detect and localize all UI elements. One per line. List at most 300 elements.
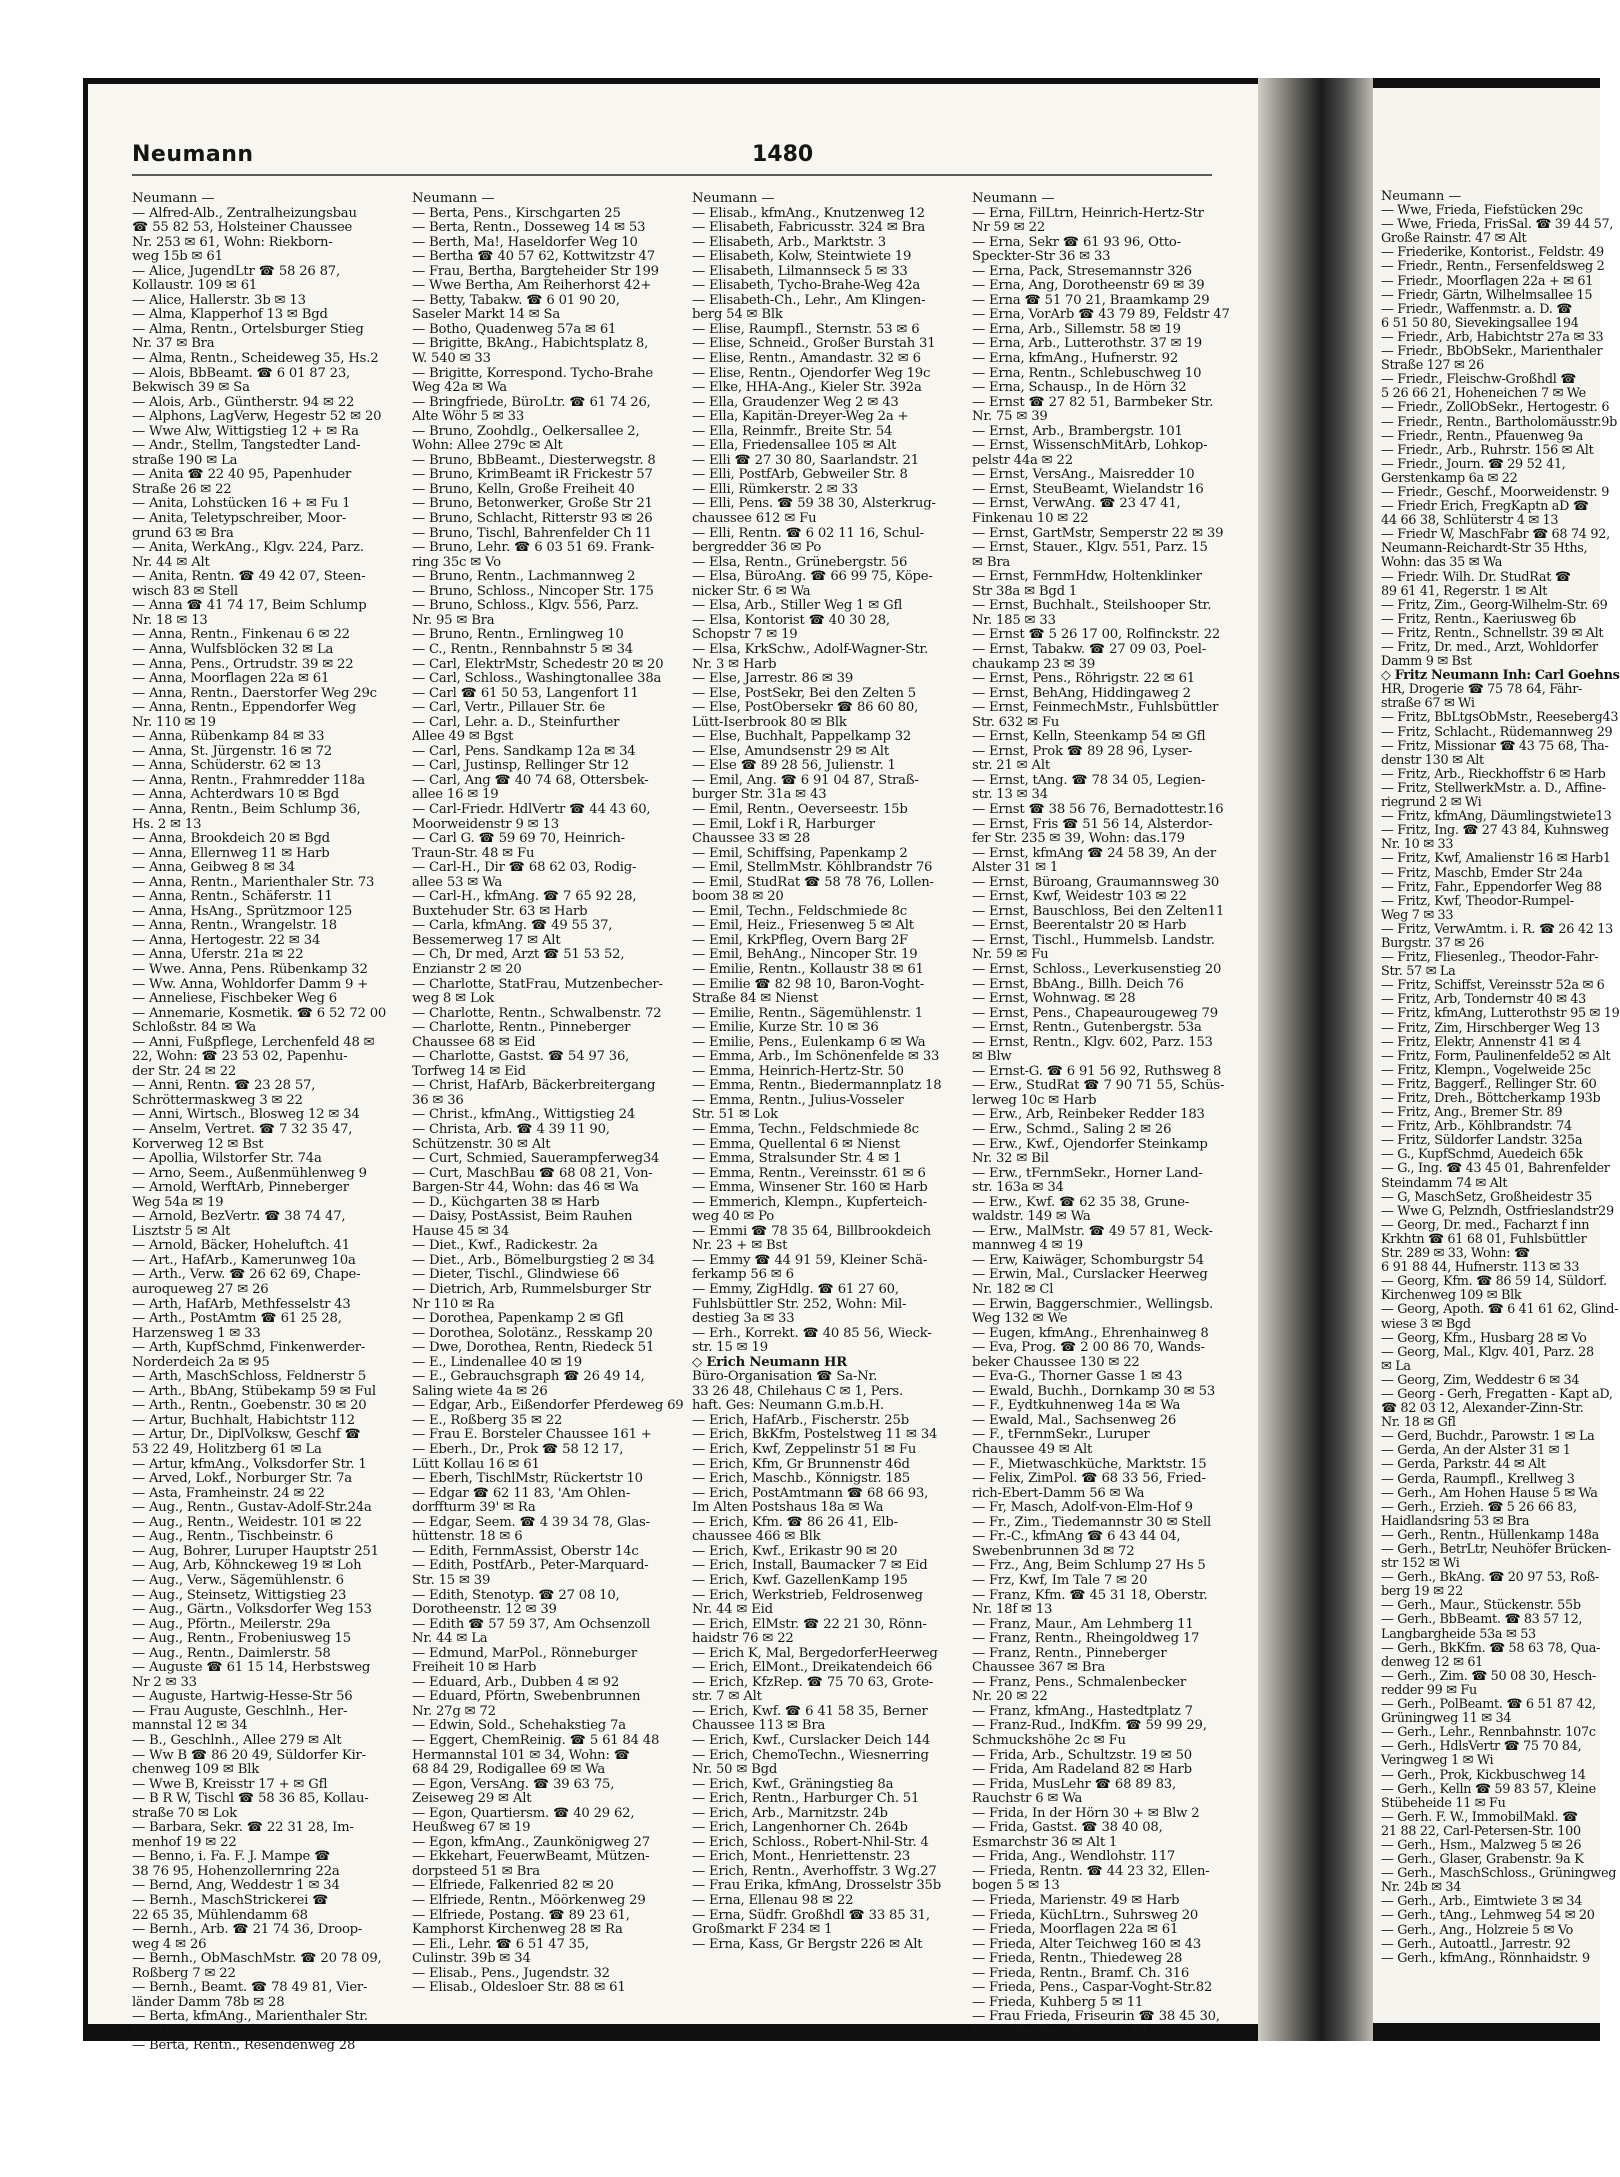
- directory-entry: — Gerh., Prok, Kickbuschweg 14: [1381, 1767, 1586, 1783]
- directory-entry: — Ernst, Büroang, Graumannsweg 30: [972, 874, 1220, 890]
- directory-entry: Chaussee 33 ✉ 28: [692, 831, 811, 847]
- directory-entry: — Bruno, BbBeamt., Diesterwegstr. 8: [412, 452, 656, 468]
- directory-entry: — Emma, Heinrich-Hertz-Str. 50: [692, 1063, 904, 1079]
- book-gutter: [1258, 78, 1373, 2041]
- directory-entry: — Emma, Techn., Feldschmiede 8c: [692, 1122, 919, 1137]
- directory-entry: Allee 49 ✉ Bgst: [412, 729, 514, 745]
- directory-entry: — Erich, Langenhorner Ch. 264b: [692, 1820, 908, 1836]
- directory-entry: straße 67 ✉ Wi: [1381, 696, 1475, 712]
- directory-entry: — Ernst ☎ 27 82 51, Barmbeker Str.: [972, 394, 1214, 410]
- directory-entry: — Frida, Arb., Schultzstr. 19 ✉ 50: [972, 1747, 1192, 1763]
- directory-entry: — Anna, Schüderstr. 62 ✉ 13: [132, 758, 321, 774]
- directory-entry: Bekwisch 39 ✉ Sa: [132, 380, 250, 396]
- directory-entry: — G., KupfSchmd, Auedeich 65k: [1381, 1147, 1583, 1163]
- directory-entry: — Bruno, Betonwerker, Große Str 21: [412, 496, 653, 512]
- directory-entry: Bahrenfelder Str 212 ✉ Alt: [972, 2023, 1148, 2039]
- directory-entry: — Erna, Ellenau 98 ✉ 22: [692, 1892, 854, 1908]
- directory-entry: — Carl, Ang ☎ 40 74 68, Ottersbek-: [412, 772, 649, 788]
- directory-entry: mannweg 4 ✉ 19: [972, 1238, 1083, 1254]
- directory-entry: — Fritz, Zim., Georg-Wilhelm-Str. 69: [1381, 597, 1608, 613]
- directory-entry: Weg 54a ✉ 19: [132, 1194, 224, 1210]
- directory-entry: — Ch, Dr med, Arzt ☎ 51 53 52,: [412, 947, 625, 963]
- directory-entry: — Fritz, Kwf, Amalienstr 16 ✉ Harb1: [1381, 851, 1611, 867]
- directory-entry: 53 22 49, Holitzberg 61 ✉ La: [132, 1442, 322, 1458]
- directory-entry: — F., tFernmSekr., Luruper: [972, 1427, 1150, 1443]
- directory-entry: — Brigitte, Korrespond. Tycho-Brahe: [412, 365, 654, 381]
- directory-entry: bergredder 36 ✉ Po: [692, 540, 822, 556]
- directory-entry: — Anna, Rübenkamp 84 ✉ 33: [132, 729, 325, 745]
- directory-entry: — Fritz, Ing. ☎ 27 43 84, Kuhnsweg: [1381, 823, 1609, 839]
- directory-entry: — Alois, Arb., Güntherstr. 94 ✉ 22: [132, 394, 355, 410]
- directory-entry: — Fritz, Dr. med., Arzt, Wohldorfer: [1381, 640, 1598, 655]
- directory-entry: — Erich K, Mal, BergedorferHeerweg: [692, 1645, 938, 1661]
- directory-entry: — Erich, Kwf., Erikastr 90 ✉ 20: [692, 1543, 898, 1559]
- directory-entry: — Emmy, ZigHdlg. ☎ 61 27 60,: [692, 1282, 899, 1298]
- directory-entry: — Erich, Kwf, Zeppelinstr 51 ✉ Fu: [692, 1442, 917, 1458]
- book-spread: [83, 78, 1620, 2054]
- directory-entry: Schopstr 7 ✉ 19: [692, 627, 798, 643]
- directory-entry: — Charlotte, Gastst. ☎ 54 97 36,: [412, 1049, 630, 1065]
- directory-entry: — Arnold, WerftArb, Pinneberger: [132, 1180, 349, 1196]
- directory-entry: — Wwe. Anna, Pens. Rübenkamp 32: [132, 961, 368, 977]
- directory-entry: — Georg, Apoth. ☎ 6 41 61 62, Glind-: [1381, 1302, 1619, 1318]
- directory-entry: — Erw., StudRat ☎ 7 90 71 55, Schüs-: [972, 1078, 1225, 1094]
- directory-entry: Chaussee 367 ✉ Bra: [972, 1660, 1106, 1676]
- directory-entry: Swebenbrunnen 3d ✉ 72: [972, 1543, 1135, 1559]
- directory-entry: — Fritz, Rentn., Schnellstr. 39 ✉ Alt: [1381, 625, 1604, 641]
- directory-entry: — Fritz, Fliesenleg., Theodor-Fahr-: [1381, 950, 1599, 966]
- directory-entry: — Fritz, Klempn., Vogelweide 25c: [1381, 1062, 1591, 1078]
- directory-entry: — Ernst, Beerentalstr 20 ✉ Harb: [972, 918, 1187, 934]
- directory-entry: Culinstr. 39b ✉ 34: [412, 1951, 531, 1967]
- directory-entry: — Anita ☎ 22 40 95, Papenhuder: [132, 467, 352, 483]
- directory-entry: — Anita, Rentn. ☎ 49 42 07, Steen-: [132, 569, 366, 585]
- directory-entry: — Emil, Ang. ☎ 6 91 04 87, Straß-: [692, 772, 919, 788]
- directory-entry: — Ww B ☎ 86 20 49, Süldorfer Kir-: [132, 1747, 366, 1763]
- directory-entry: — Aug., Rentn., Frobeniusweg 15: [132, 1631, 351, 1647]
- directory-entry: — Edgar ☎ 62 11 83, 'Am Ohlen-: [412, 1485, 631, 1501]
- directory-entry: hüttenstr. 18 ✉ 6: [412, 1529, 523, 1545]
- directory-entry: — Bruno, KrimBeamt iR Frickestr 57: [412, 467, 653, 483]
- directory-entry: — Elsa, Kontorist ☎ 40 30 28,: [692, 612, 890, 628]
- directory-entry: — Erich, ElMstr. ☎ 22 21 30, Rönn-: [692, 1616, 927, 1632]
- directory-entry: — Ernst, Arb., Brambergstr. 101: [972, 423, 1183, 439]
- directory-entry: — Frieda, Pens., Caspar-Voght-Str.82: [972, 1980, 1213, 1996]
- directory-entry: Nr. 27g ✉ 72: [412, 1703, 496, 1719]
- directory-entry: — Fritz, kfmAng, Lutterothstr 95 ✉ 19: [1381, 1006, 1620, 1022]
- directory-entry: — Edgar, Arb., Eißendorfer Pferdeweg 69: [412, 1398, 684, 1414]
- directory-entry: — Charlotte, Rentn., Pinneberger: [412, 1020, 631, 1036]
- directory-entry: — Edwin, Sold., Schehakstieg 7a: [412, 1718, 626, 1734]
- directory-entry: — Fritz, Missionar ☎ 43 75 68, Tha-: [1381, 738, 1609, 754]
- directory-entry: Veringweg 1 ✉ Wi: [1381, 1753, 1494, 1769]
- directory-entry: — Else, Buchhalt, Pappelkamp 32: [692, 729, 912, 745]
- directory-entry: — Elisabeth-Ch., Lehr., Am Klingen-: [692, 292, 926, 308]
- directory-entry: Lisztstr 5 ✉ Alt: [132, 1223, 231, 1239]
- directory-entry: — Bernd, Ang, Weddestr 1 ✉ 34: [132, 1878, 340, 1894]
- column-heading: Neumann —: [692, 191, 775, 206]
- directory-entry: — Erna, FilLtrn, Heinrich-Hertz-Str: [972, 205, 1204, 221]
- directory-entry: Nr. 18 ✉ Gfl: [1381, 1415, 1456, 1431]
- directory-entry: grund 63 ✉ Bra: [132, 525, 234, 541]
- directory-entry: Nr. 3 ✉ Harb: [692, 656, 777, 672]
- directory-entry: — Carl, Justinsp, Rellinger Str 12: [412, 758, 629, 774]
- directory-entry: — Gerh., Kelln ☎ 59 83 57, Kleine: [1381, 1781, 1596, 1797]
- directory-entry: — Ernst, kfmAng ☎ 24 58 39, An der: [972, 845, 1216, 861]
- directory-entry: — Frieda, Moorflagen 22a ✉ 61: [972, 1922, 1179, 1938]
- directory-column-4: [972, 191, 1244, 2039]
- directory-entry: — Erich, PostAmtmann ☎ 68 66 93,: [692, 1485, 929, 1501]
- directory-entry: — Ernst, Tischl., Hummelsb. Landstr.: [972, 932, 1215, 948]
- directory-entry: — Ernst, BehAng, Hiddingaweg 2: [972, 685, 1191, 701]
- directory-entry: — Friederike, Kontorist., Feldstr. 49: [1381, 245, 1604, 261]
- directory-entry: 6 91 88 44, Hufnerstr. 113 ✉ 33: [1381, 1260, 1580, 1276]
- directory-entry: — Art., HafArb., Kamerunweg 10a: [132, 1252, 356, 1268]
- directory-entry: — Friedr W, MaschFabr ☎ 68 74 92,: [1381, 527, 1610, 543]
- directory-entry: — Eduard, Arb., Dubben 4 ✉ 92: [412, 1674, 620, 1690]
- directory-entry: Wohn: Allee 279c ✉ Alt: [412, 438, 563, 454]
- page-header: [132, 142, 1252, 182]
- directory-entry: — Emil, StellmMstr. Köhlbrandstr 76: [692, 860, 933, 876]
- directory-entry: Nr. 50 ✉ Bgd: [692, 1762, 778, 1778]
- directory-entry: — Erw., MalMstr. ☎ 49 57 81, Weck-: [972, 1223, 1213, 1239]
- directory-entry: — Gerh., Autoattl., Jarrestr. 92: [1381, 1936, 1571, 1952]
- directory-entry: — Arth., BbAng, Stübekamp 59 ✉ Ful: [132, 1383, 376, 1399]
- directory-entry: — Ernst, FeinmechMstr., Fuhlsbüttler: [972, 700, 1219, 716]
- directory-entry: — Anna, Geibweg 8 ✉ 34: [132, 860, 296, 876]
- directory-entry: — Friedr., BbObSekr., Marienthaler: [1381, 344, 1603, 360]
- directory-entry: — Friedr Erich, FregKaptn aD ☎: [1381, 499, 1589, 515]
- directory-entry: — Alma, Rentn., Scheideweg 35, Hs.2: [132, 351, 379, 367]
- directory-entry: W. 540 ✉ 33: [412, 351, 491, 367]
- directory-entry: — Auguste ☎ 61 15 14, Herbstsweg: [132, 1660, 371, 1676]
- directory-entry: — Bruno, Schlacht, Ritterstr 93 ✉ 26: [412, 511, 653, 527]
- directory-column-3: [692, 192, 964, 2002]
- directory-entry: — Ella, Kapitän-Dreyer-Weg 2a +: [692, 409, 909, 425]
- directory-entry: — Artur, Dr., DiplVolksw, Geschf ☎: [132, 1427, 361, 1443]
- directory-entry: — Ernst, Rentn., Klgv. 602, Parz. 153: [972, 1034, 1213, 1050]
- directory-entry: — Berta, Rentn., Resendenweg 28: [132, 2038, 356, 2054]
- directory-entry: — Frieda, Rentn., Thiedeweg 28: [972, 1951, 1183, 1967]
- directory-entry: — Artur, kfmAng., Volksdorfer Str. 1: [132, 1456, 367, 1472]
- directory-entry: — Erw., tFernmSekr., Horner Land-: [972, 1165, 1203, 1181]
- directory-entry: — Erna ☎ 51 70 21, Braamkamp 29: [972, 292, 1210, 308]
- directory-entry: — Auguste, Hartwig-Hesse-Str 56: [132, 1689, 353, 1705]
- directory-entry: — Anita, WerkAng., Klgv. 224, Parz.: [132, 540, 364, 556]
- directory-entry: — Ernst, VersAng., Maisredder 10: [972, 467, 1195, 483]
- directory-entry: — Eugen, kfmAng., Ehrenhainweg 8: [972, 1325, 1209, 1341]
- directory-entry: — Frieda, Marienstr. 49 ✉ Harb: [972, 1892, 1180, 1908]
- directory-entry: — Carl-H., kfmAng. ☎ 7 65 92 28,: [412, 889, 637, 905]
- directory-entry: — Gerh., Zim. ☎ 50 08 30, Hesch-: [1381, 1668, 1597, 1684]
- directory-entry: — Egon, kfmAng., Zaunkönigweg 27: [412, 1834, 650, 1850]
- directory-entry: — Ewald, Mal., Sachsenweg 26: [972, 1412, 1177, 1428]
- directory-entry: — Emmerich, Klempn., Kupferteich-: [692, 1194, 928, 1210]
- directory-entry: — Frz., Ang, Beim Schlump 27 Hs 5: [972, 1558, 1206, 1574]
- directory-entry: — Ernst, Kelln, Steenkamp 54 ✉ Gfl: [972, 729, 1206, 745]
- directory-entry: — Alphons, LagVerw, Hegestr 52 ✉ 20: [132, 409, 382, 425]
- directory-entry: — Dorothea, Papenkamp 2 ✉ Gfl: [412, 1311, 624, 1327]
- directory-entry: Nr. 253 ✉ 61, Wohn: Riekborn-: [132, 234, 333, 250]
- directory-entry: — Christa, Arb. ☎ 4 39 11 90,: [412, 1122, 610, 1137]
- left-page: [88, 84, 1258, 2054]
- directory-entry: — Gerh., kfmAng., Rönnhaidstr. 9: [1381, 1950, 1590, 1966]
- directory-entry: ✉ La: [1381, 1358, 1411, 1374]
- directory-entry: — Ernst ☎ 5 26 17 00, Rolfinckstr. 22: [972, 627, 1221, 643]
- directory-entry: — Ella, Graudenzer Weg 2 ✉ 43: [692, 394, 899, 410]
- directory-entry: — Georg - Gerh, Fregatten - Kapt aD,: [1381, 1386, 1613, 1402]
- directory-entry: — Egon, VersAng. ☎ 39 63 75,: [412, 1776, 615, 1792]
- directory-entry: — Frida, Ang., Wendlohstr. 117: [972, 1849, 1176, 1865]
- directory-entry: Großmarkt F 234 ✉ 1: [692, 1922, 833, 1938]
- running-head: Neumann: [132, 142, 254, 167]
- directory-entry: — Berta, Pens., Kirschgarten 25: [412, 205, 621, 221]
- directory-entry: — G., Ing. ☎ 43 45 01, Bahrenfelder: [1381, 1161, 1610, 1177]
- directory-entry: Straße 127 ✉ 26: [1381, 358, 1484, 374]
- directory-entry: — Ernst, SteuBeamt, Wielandstr 16: [972, 481, 1204, 497]
- directory-entry: — Gerh. F. W., ImmobilMakl. ☎: [1381, 1809, 1578, 1825]
- directory-entry: — Gerda, Parkstr. 44 ✉ Alt: [1381, 1457, 1546, 1473]
- directory-entry: — Emma, Rentn., Biedermannplatz 18: [692, 1078, 942, 1094]
- directory-entry: — Elisabeth, Tycho-Brahe-Weg 42a: [692, 278, 921, 294]
- directory-entry: — Anna, Achterdwars 10 ✉ Bgd: [132, 787, 339, 803]
- directory-entry: — Alma, Rentn., Ortelsburger Stieg: [132, 321, 364, 337]
- directory-entry: — Anna, St. Jürgenstr. 16 ✉ 72: [132, 743, 332, 759]
- directory-entry: — Erna, VorArb ☎ 43 79 89, Feldstr 47: [972, 307, 1230, 323]
- directory-entry: Lütt-Iserbrook 80 ✉ Blk: [692, 714, 847, 730]
- directory-entry: Nr. 185 ✉ 33: [972, 612, 1056, 628]
- directory-entry: pelstr 44a ✉ 22: [972, 452, 1073, 468]
- directory-entry: destieg 3a ✉ 33: [692, 1311, 795, 1327]
- directory-entry: — Erwin, Baggerschmier., Wellingsb.: [972, 1296, 1214, 1312]
- directory-entry: chenweg 109 ✉ Blk: [132, 1762, 260, 1778]
- directory-entry: — Friedr., Arb, Habichtstr 27a ✉ 33: [1381, 329, 1604, 345]
- directory-entry: — Anselm, Vertret. ☎ 7 32 35 47,: [132, 1122, 353, 1137]
- directory-entry: ferkamp 56 ✉ 6: [692, 1267, 794, 1283]
- directory-entry: 6 51 50 80, Sievekingsallee 194: [1381, 315, 1579, 331]
- directory-entry: Nr. 110 ✉ 19: [132, 714, 216, 730]
- directory-entry: — Diet., Arb., Bömelburgstieg 2 ✉ 34: [412, 1252, 655, 1268]
- directory-entry: — Bringfriede, BüroLtr. ☎ 61 74 26,: [412, 394, 651, 410]
- directory-entry: — Anna, Rentn., Schäferstr. 11: [132, 889, 333, 905]
- directory-entry: Straße 26 ✉ 22: [132, 481, 232, 497]
- directory-entry: — Eberh, TischlMstr, Rückertstr 10: [412, 1471, 643, 1487]
- directory-entry: — Bruno, Lehr. ☎ 6 03 51 69. Frank-: [412, 540, 655, 556]
- directory-entry: — Erna, Schausp., In de Hörn 32: [972, 380, 1187, 396]
- directory-entry: — Berta, Rentn., Dosseweg 14 ✉ 53: [412, 220, 646, 236]
- directory-entry: — Ernst ☎ 38 56 76, Bernadottestr.16: [972, 801, 1224, 817]
- directory-entry: — Ernst, Bauschloss, Bei den Zelten11: [972, 903, 1225, 919]
- directory-entry: — Ernst, Tabakw. ☎ 27 09 03, Poel-: [972, 641, 1206, 657]
- directory-entry: — Elfriede, Falkenried 82 ✉ 20: [412, 1878, 614, 1894]
- header-rule: [132, 174, 1212, 176]
- directory-entry: Roßberg 7 ✉ 22: [132, 1965, 236, 1981]
- directory-entry: — Elli, Pens. ☎ 59 38 30, Alsterkrug-: [692, 496, 936, 512]
- directory-entry: nicker Str. 6 ✉ Wa: [692, 583, 811, 599]
- directory-entry: — Erw., Kwf. ☎ 62 35 38, Grune-: [972, 1194, 1190, 1210]
- directory-entry: — Else, PostSekr, Bei den Zelten 5: [692, 685, 916, 701]
- directory-entry: dorffturm 39' ✉ Ra: [412, 1500, 536, 1516]
- directory-entry: — Emma, Quellental 6 ✉ Nienst: [692, 1136, 900, 1152]
- directory-entry: Weg 42a ✉ Wa: [412, 380, 507, 396]
- directory-entry: der Str. 24 ✉ 22: [132, 1063, 237, 1079]
- directory-entry: — Emilie, Pens., Eulenkamp 6 ✉ Wa: [692, 1034, 926, 1050]
- column-heading: Neumann —: [972, 191, 1055, 206]
- directory-entry: — Else, Amundsenstr 29 ✉ Alt: [692, 743, 889, 759]
- directory-entry: — Fritz, VerwAmtm. i. R. ☎ 26 42 13: [1381, 921, 1613, 937]
- directory-entry: — Erich, HafArb., Fischerstr. 25b: [692, 1412, 909, 1428]
- directory-entry: — Friedr., Moorflagen 22a + ✉ 61: [1381, 273, 1594, 289]
- directory-entry: — Ewald, Buchh., Dornkamp 30 ✉ 53: [972, 1383, 1216, 1399]
- directory-entry: — Ernst, Schloss., Leverkusenstieg 20: [972, 961, 1222, 977]
- directory-entry: wisch 83 ✉ Stell: [132, 583, 238, 599]
- directory-entry: — Berta, kfmAng., Marienthaler Str.: [132, 2009, 368, 2025]
- directory-entry: — Anita, Lohstücken 16 + ✉ Fu 1: [132, 496, 351, 512]
- directory-entry: — Arth, HafArb, Methfesselstr 43: [132, 1296, 351, 1312]
- directory-entry: — Elisab., Oldesloer Str. 88 ✉ 61: [412, 1980, 626, 1996]
- directory-entry: — Georg, Kfm. ☎ 86 59 14, Süldorf.: [1381, 1274, 1607, 1290]
- directory-entry: Freiheit 10 ✉ Harb: [412, 1660, 537, 1676]
- directory-entry: — Ella, Friedensallee 105 ✉ Alt: [692, 438, 897, 454]
- directory-entry: — Fritz, Rentn., Kaeriusweg 6b: [1381, 611, 1576, 627]
- directory-entry: Nr. 44 ✉ La: [412, 1631, 488, 1647]
- directory-entry: menhof 19 ✉ 22: [132, 1834, 237, 1850]
- directory-entry: — Aug., Rentn., Gustav-Adolf-Str.24a: [132, 1500, 372, 1516]
- directory-entry: — Carl, Vertr., Pillauer Str. 6e: [412, 700, 605, 716]
- directory-entry: 21 88 22, Carl-Petersen-Str. 100: [1381, 1823, 1581, 1839]
- directory-entry: 68 84 29, Rodigallee 69 ✉ Wa: [412, 1762, 606, 1778]
- directory-entry: — Bruno, Zoohdlg., Oelkersallee 2,: [412, 423, 640, 439]
- directory-entry: — Arth, MaschSchloss, Feldnerstr 5: [132, 1369, 367, 1385]
- directory-entry: — Anna, Hertogestr. 22 ✉ 34: [132, 932, 321, 948]
- directory-entry: — Gerh., Arb., Eimtwiete 3 ✉ 34: [1381, 1894, 1583, 1910]
- directory-entry: — Andr., Stellm, Tangstedter Land-: [132, 438, 361, 454]
- directory-entry: — Asta, Framheinstr. 24 ✉ 22: [132, 1485, 325, 1501]
- directory-entry: ✉ Blw: [972, 1049, 1012, 1065]
- directory-entry: Buxtehuder Str. 63 ✉ Harb: [412, 903, 588, 919]
- directory-entry: — Gerh., MaschSchloss., Grüningweg: [1381, 1866, 1617, 1882]
- directory-entry: — Friedr., Waffenmstr. a. D. ☎: [1381, 301, 1572, 317]
- directory-entry: — Erich, Kwf., Gräningstieg 8a: [692, 1776, 894, 1792]
- directory-entry: — Curt, MaschBau ☎ 68 08 21, Von-: [412, 1165, 653, 1181]
- directory-entry: Chaussee 49 ✉ Alt: [972, 1442, 1093, 1458]
- directory-entry: — Alma, Klapperhof 13 ✉ Bgd: [132, 307, 328, 323]
- directory-entry: — Aug., Pförtn., Meilerstr. 29a: [132, 1616, 331, 1632]
- directory-entry: — Friedr., ZollObSekr., Hertogestr. 6: [1381, 400, 1610, 416]
- directory-entry: — Erich, KfzRep. ☎ 75 70 63, Grote-: [692, 1674, 934, 1690]
- directory-entry: Steindamm 74 ✉ Alt: [1381, 1175, 1508, 1191]
- directory-entry: — Franz, kfmAng., Hastedtplatz 7: [972, 1703, 1193, 1719]
- directory-entry: — Gerh., Ang., Holzreie 5 ✉ Vo: [1381, 1922, 1573, 1938]
- directory-entry: Schützenstr. 30 ✉ Alt: [412, 1136, 551, 1152]
- directory-entry: — Anni, Fußpflege, Lerchenfeld 48 ✉: [132, 1034, 375, 1050]
- directory-entry: weg 8 ✉ Lok: [412, 991, 495, 1007]
- directory-entry: — Alice, Hallerstr. 3b ✉ 13: [132, 292, 306, 308]
- directory-entry: — Fritz, Arb, Tondernstr 40 ✉ 43: [1381, 992, 1586, 1008]
- directory-entry: Saseler Markt 14 ✉ Sa: [412, 307, 561, 323]
- directory-entry: Hermannstal 101 ✉ 34, Wohn: ☎: [412, 1747, 630, 1763]
- directory-entry: — D., Küchgarten 38 ✉ Harb: [412, 1194, 600, 1210]
- directory-entry: — Ernst, Fris ☎ 51 56 14, Alsterdor-: [972, 816, 1213, 832]
- directory-entry: — Annemarie, Kosmetik. ☎ 6 52 72 00: [132, 1005, 387, 1021]
- directory-entry: — Fritz, kfmAng, Däumlingstwiete13: [1381, 809, 1612, 825]
- directory-entry: — Emma, Arb., Im Schönenfelde ✉ 33: [692, 1049, 940, 1065]
- directory-entry: — Elise, Raumpfl., Sternstr. 53 ✉ 6: [692, 321, 920, 337]
- directory-entry: — Fritz, Dreh., Böttcherkamp 193b: [1381, 1091, 1601, 1106]
- directory-entry: — Christ., kfmAng., Wittigstieg 24: [412, 1107, 636, 1123]
- directory-entry: Str. 289 ✉ 33, Wohn: ☎: [1381, 1246, 1530, 1262]
- directory-entry: — Friedr., Rentn., Bartholomäusstr.9b: [1381, 414, 1618, 430]
- directory-entry: weg 40 ✉ Po: [692, 1209, 775, 1225]
- directory-entry: — Anna, Ellernweg 11 ✉ Harb: [132, 845, 330, 861]
- directory-entry: — Elisab., Pens., Jugendstr. 32: [412, 1965, 610, 1981]
- directory-entry: — Emil, KrkPfleg, Overn Barg 2F: [692, 932, 908, 948]
- directory-entry: burger Str. 31a ✉ 43: [692, 787, 827, 803]
- directory-entry: Nr. 44 ✉ Eid: [692, 1602, 773, 1618]
- directory-entry: Korverweg 12 ✉ Bst: [132, 1136, 264, 1152]
- directory-entry: — Aug., Gärtn., Volksdorfer Weg 153: [132, 1602, 372, 1618]
- directory-entry: — Elise, Rentn., Ojendorfer Weg 19c: [692, 365, 931, 381]
- directory-entry: Saling wiete 4a ✉ 26: [412, 1383, 548, 1399]
- directory-column-1: [132, 191, 404, 2054]
- directory-entry: — Gerh., BetrLtr, Neuhöfer Brücken-: [1381, 1542, 1611, 1557]
- directory-entry: — Arnold, BezVertr. ☎ 38 74 47,: [132, 1209, 346, 1225]
- directory-entry: — Friedr, Gärtn, Wilhelmsallee 15: [1381, 287, 1593, 303]
- directory-entry: rich-Ebert-Damm 56 ✉ Wa: [972, 1485, 1145, 1501]
- directory-entry: — Ernst, Kwf, Weidestr 103 ✉ 22: [972, 889, 1187, 905]
- directory-entry: — Ernst, Wohnwag. ✉ 28: [972, 991, 1136, 1007]
- directory-entry: berg 54 ✉ Blk: [692, 307, 783, 323]
- directory-entry: — Carl-H., Dir ☎ 68 62 03, Rodig-: [412, 860, 637, 876]
- directory-entry: — B., Geschlnh., Allee 279 ✉ Alt: [132, 1732, 342, 1748]
- directory-entry: Traun-Str. 48 ✉ Fu: [412, 845, 535, 861]
- directory-entry: — Diet., Kwf., Radickestr. 2a: [412, 1238, 598, 1254]
- directory-entry: — Bernh., Arb. ☎ 21 74 36, Droop-: [132, 1922, 363, 1938]
- directory-entry: 5 26 66 21, Hoheneichen 7 ✉ We: [1381, 386, 1586, 402]
- directory-entry: — Benno, i. Fa. F. J. Mampe ☎: [132, 1849, 331, 1865]
- directory-entry: — Erich, Install, Baumacker 7 ✉ Eid: [692, 1558, 928, 1574]
- directory-entry: — Erw, Kaiwäger, Schomburgstr 54: [972, 1252, 1204, 1268]
- directory-entry: — Frau, Bertha, Bargteheider Str 199: [412, 263, 659, 279]
- directory-entry: Schmuckshöhe 2c ✉ Fu: [972, 1732, 1126, 1748]
- directory-entry: — Erna, Rentn., Schlebuschweg 10: [972, 365, 1202, 381]
- directory-entry: mannstal 12 ✉ 34: [132, 1718, 248, 1734]
- directory-entry: — Erich, Kwf. ☎ 6 41 58 35, Berner: [692, 1703, 928, 1719]
- directory-entry: — Friedr., Rentn., Fersenfeldsweg 2: [1381, 259, 1605, 275]
- directory-entry: — Ernst, FernmHdw, Holtenklinker: [972, 569, 1202, 585]
- column-heading: Neumann —: [132, 191, 215, 206]
- directory-entry: straße 70 ✉ Lok: [132, 1805, 237, 1821]
- directory-entry: — Frieda, KüchLtrn., Suhrsweg 20: [972, 1907, 1199, 1923]
- directory-entry: Schröttermaskweg 3 ✉ 22: [132, 1092, 303, 1108]
- directory-entry: — Elisabeth, Arb., Marktstr. 3: [692, 234, 886, 250]
- directory-entry: str. 163a ✉ 34: [972, 1180, 1064, 1196]
- directory-entry: — Gerda, Raumpfl., Krellweg 3: [1381, 1471, 1575, 1487]
- directory-entry: ☎ 55 82 53, Holsteiner Chaussee: [132, 220, 353, 236]
- directory-entry: — Anna, Pens., Ortrudstr. 39 ✉ 22: [132, 656, 354, 672]
- directory-entry: — Gerh., Glaser, Grabenstr. 9a K: [1381, 1852, 1584, 1868]
- directory-entry: — Eli., Lehr. ☎ 6 51 47 35,: [412, 1936, 590, 1952]
- directory-entry: — E., Lindenallee 40 ✉ 19: [412, 1354, 582, 1370]
- directory-entry: — Elli ☎ 27 30 80, Saarlandstr. 21: [692, 452, 919, 468]
- directory-entry: beker Chaussee 130 ✉ 22: [972, 1354, 1140, 1370]
- directory-entry: Schloßstr. 84 ✉ Wa: [132, 1020, 257, 1036]
- directory-entry: — Alfred-Alb., Zentralheizungsbau: [132, 205, 357, 221]
- directory-entry: chaussee 612 ✉ Fu: [692, 511, 817, 527]
- directory-entry: — Fritz, Form, Paulinenfelde52 ✉ Alt: [1381, 1048, 1611, 1064]
- directory-entry: — Elsa, Rentn., Grünebergstr. 56: [692, 554, 908, 570]
- directory-entry: — Gerh., tAng., Lehmweg 54 ✉ 20: [1381, 1908, 1595, 1924]
